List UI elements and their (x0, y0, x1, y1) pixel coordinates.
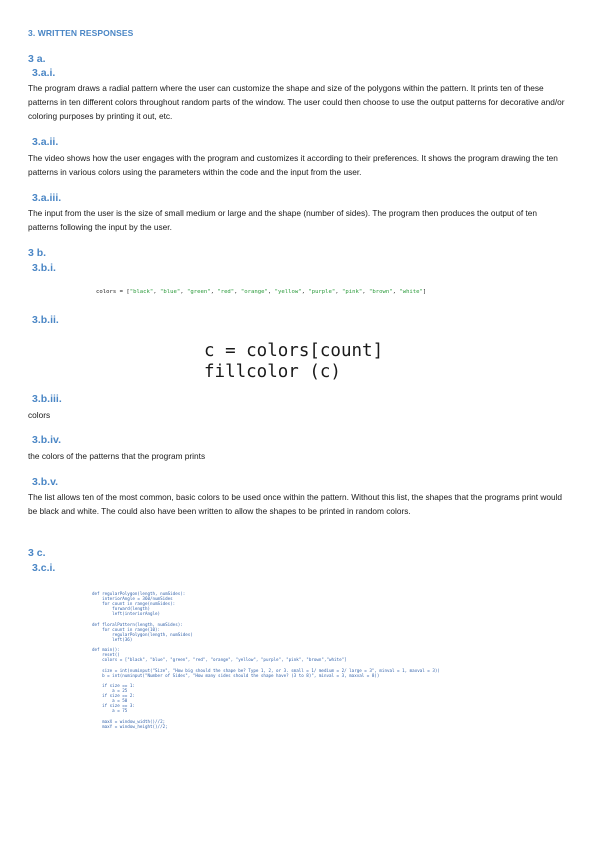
code-colors-list (96, 289, 426, 295)
heading-3a: 3 a. (28, 53, 46, 65)
code-line: reset() (92, 652, 120, 658)
code-line-2: fillcolor (c) (204, 362, 341, 382)
code-string-8: "brown" (369, 289, 393, 295)
code-line-1: c = colors[count] (204, 341, 384, 361)
paragraph-3aii: The video shows how the user engages with the program and customizes it according to their preferences. It shows the program drawing the ten patterns in various colors using the parameters within the code and the input from the user. (28, 153, 558, 177)
code-list-items (130, 289, 423, 295)
heading-3b: 3 b. (28, 247, 47, 259)
heading-3bii: 3.b.ii. (32, 314, 59, 326)
code-string-2: "green" (187, 289, 211, 295)
code-line: maxY = window_height()//2; (92, 723, 168, 729)
code-line: left(interiorAngle) (92, 611, 161, 617)
code-comma: , (362, 289, 369, 295)
code-string-3: "red" (217, 289, 235, 295)
code-string-5: "yellow" (274, 289, 302, 295)
code-line: forward(length) (92, 606, 150, 612)
code-fillcolor (204, 341, 383, 383)
code-line: colors = ["black", "blue", "green", "red", "orange", "yellow", "purple", "pink", "brown","white"] (92, 657, 347, 663)
code-comma: , (210, 289, 218, 295)
code-string-7: "pink" (342, 289, 363, 295)
code-line: a = 75 (92, 708, 128, 714)
code-line: interiorAngle = 360/numSides (92, 596, 173, 602)
code-eq: = [ (116, 289, 130, 295)
code-line: if size == 3: (92, 703, 135, 709)
code-line: size = int(numinput("Size", "How big should the shape be? Type 1, 2, or 3. small = 1/ medium = 2/ large = 3", minval = 1, maxval = 3)) (92, 667, 440, 673)
code-line: def floralPattern(length, numSides): (92, 621, 183, 627)
paragraph-3biii: colors (28, 410, 51, 420)
code-comma: , (267, 289, 275, 295)
code-comma: , (392, 289, 400, 295)
code-line: for count in range(numSides): (92, 601, 176, 607)
code-comma: , (180, 289, 187, 295)
code-close: ] (422, 289, 427, 295)
code-var: colors (96, 289, 117, 295)
paragraph-3aiii: The input from the user is the size of small medium or large and the shape (number of sides). The program then produces the output of ten patterns following the input by the user. (28, 208, 537, 232)
code-line: left(36) (92, 636, 133, 642)
code-comma: , (335, 289, 343, 295)
code-string-6: "purple" (308, 289, 336, 295)
code-line: a = 25 (92, 687, 128, 693)
heading-3bv: 3.b.v. (32, 476, 59, 488)
section-title: 3. WRITTEN RESPONSES (28, 28, 134, 38)
heading-3bi: 3.b.i. (32, 262, 56, 274)
paragraph-3biv: the colors of the patterns that the program prints (28, 451, 206, 461)
heading-3biv: 3.b.iv. (32, 434, 61, 446)
code-line: if size == 1: (92, 682, 135, 688)
heading-3aii: 3.a.ii. (32, 136, 59, 148)
heading-3aiii: 3.a.iii. (32, 192, 62, 204)
heading-3ai: 3.a.i. (32, 67, 56, 79)
code-line: a = 50 (92, 698, 128, 704)
code-string-9: "white" (399, 289, 423, 295)
code-comma: , (153, 289, 161, 295)
code-line: def regularPolygon(length, numSides): (92, 591, 186, 596)
heading-3c: 3 c. (28, 547, 46, 559)
paragraph-3ai: The program draws a radial pattern where the user can customize the shape and size of the polygons within the pattern. It prints ten of these patterns in ten different colors throughout random parts of the window. The user could then choose to use the output patterns for decorative and/or coloring purposes by printing it out, etc. (28, 83, 565, 121)
code-line: maxX = window_width()//2; (92, 718, 166, 724)
code-line: for count in range(10): (92, 626, 161, 632)
code-string-0: "black" (129, 289, 154, 295)
code-string-4: "orange" (240, 289, 268, 295)
code-line: if size == 2: (92, 693, 135, 698)
code-line: def main(): (92, 647, 120, 653)
code-comma: , (301, 289, 309, 295)
code-string-1: "blue" (160, 289, 181, 295)
heading-3biii: 3.b.iii. (32, 393, 62, 405)
code-line: regularPolygon(length, numSides) (92, 631, 193, 637)
paragraph-3bv: The list allows ten of the most common, basic colors to be used once within the pattern. Without this list, the shapes that the programs print would be black and white. The could also have been written to allow the shapes to be printed in random colors. (28, 492, 563, 516)
code-comma: , (234, 289, 241, 295)
heading-3ci: 3.c.i. (32, 562, 56, 574)
code-line: b = int(numinput("Number of Sides", "How many sides should the shape have? (3 to 8)", minval = 3, maxval = 8)) (92, 672, 380, 678)
